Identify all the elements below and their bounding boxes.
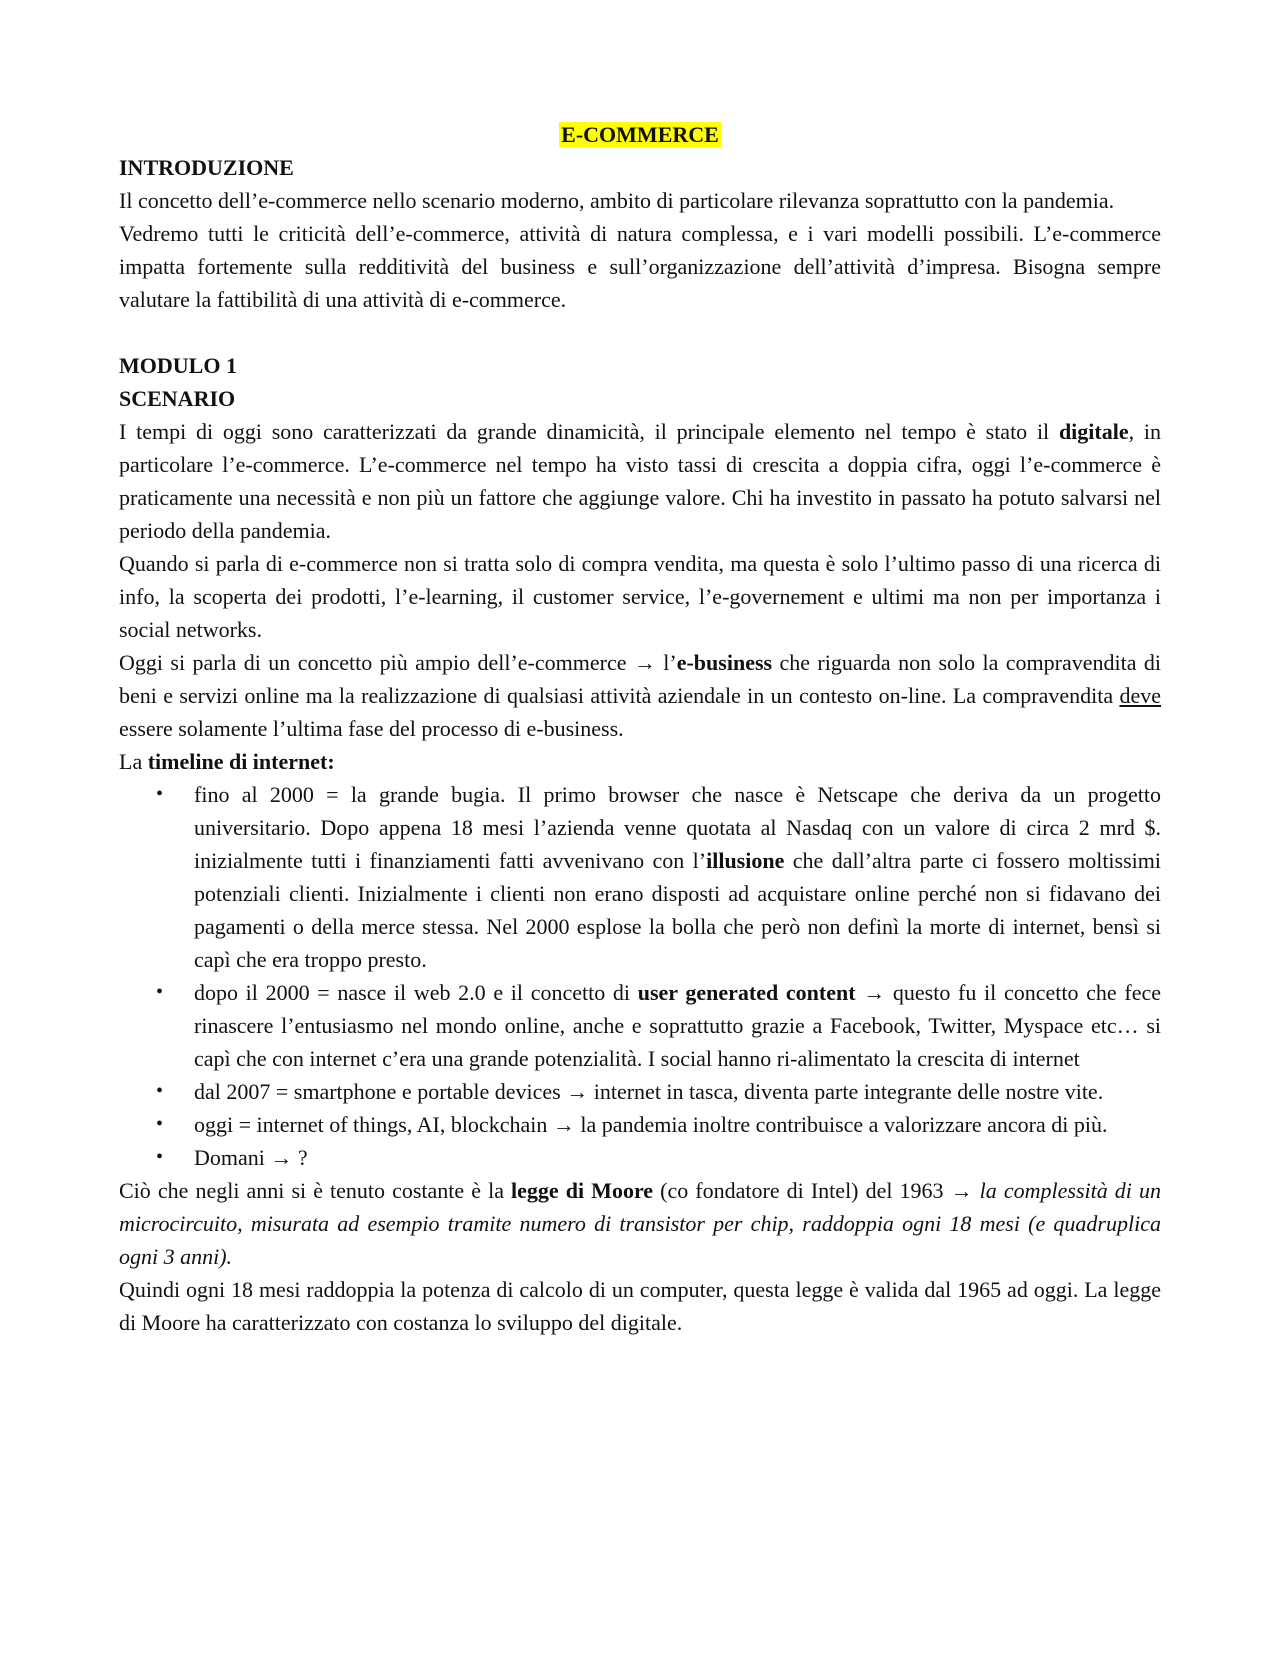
intro-paragraph-1: Il concetto dell’e-commerce nello scenario moderno, ambito di particolare rilevanza soprattutto con la pandemia. bbox=[119, 188, 1115, 213]
list-item bbox=[119, 1141, 1161, 1174]
list-item bbox=[119, 1075, 1161, 1108]
bullet-icon: • bbox=[156, 1146, 164, 1168]
text-run: Ciò che negli anni si è tenuto costante è la bbox=[119, 1178, 512, 1203]
text-run: La bbox=[119, 749, 148, 774]
title-line bbox=[119, 118, 1161, 151]
scenario-heading: SCENARIO bbox=[119, 386, 236, 411]
bullet-icon: • bbox=[156, 981, 164, 1003]
list-item bbox=[119, 778, 1161, 976]
spacer bbox=[119, 316, 1161, 349]
module-heading: MODULO 1 bbox=[119, 353, 237, 378]
bold-e-business: e-business bbox=[676, 650, 773, 675]
text-run: (co fondatore di Intel) del 1963 → bbox=[653, 1178, 980, 1203]
text-run: fino al 2000 = la grande bugia. Il primo browser che nasce è Netscape che deriva da un progetto universitario. Dopo appena 18 mesi l’azienda venne quotata al Nasdaq con un valore di circa 2 mrd $. inizialmente tutti i finanziamenti fatti avvenivano con l’ bbox=[194, 782, 1161, 873]
text-run: dopo il 2000 = nasce il web 2.0 e il concetto di bbox=[194, 980, 638, 1005]
text-run: I tempi di oggi sono caratterizzati da grande dinamicità, il principale elemento nel tempo è stato il bbox=[119, 419, 1059, 444]
text-run: dal 2007 = smartphone e portable devices → internet in tasca, diventa parte integrante delle nostre vite. bbox=[194, 1079, 1104, 1104]
intro-paragraph-2: Vedremo tutti le criticità dell’e-commerce, attività di natura complessa, e i vari modelli possibili. L’e-commerce impatta fortemente sulla redditività del business e sull’organizzazione dell’attività d’impresa. Bisogna sempre valutare la fattibilità di una attività di e-commerce. bbox=[119, 221, 1161, 312]
text-run: essere solamente l’ultima fase del processo di e-business. bbox=[119, 716, 624, 741]
bold-digitale: digitale bbox=[1058, 419, 1129, 444]
document-page bbox=[119, 118, 1161, 1339]
text-run: → questo fu il concetto che fece rinascere l’entusiasmo nel mondo online, anche e soprattutto grazie a Facebook, Twitter, Myspace etc… si capì che con internet c’era una grande potenzialità. I social hanno ri-alimentato la crescita di internet bbox=[194, 980, 1161, 1071]
bullet-icon: • bbox=[156, 1113, 164, 1135]
bullet-icon: • bbox=[156, 1080, 164, 1102]
timeline-intro bbox=[119, 745, 1161, 778]
bold-illusione: illusione bbox=[706, 848, 785, 873]
list-item bbox=[119, 976, 1161, 1075]
scenario-paragraph-1 bbox=[119, 415, 1161, 547]
moore-paragraph bbox=[119, 1174, 1161, 1273]
text-run: che dall’altra parte ci fossero moltissimi potenziali clienti. Inizialmente i clienti non erano disposti ad acquistare online perché non si fidavano dei pagamenti o della merce stessa. Nel 2000 esplose la bolla che però non definì la morte di internet, bensì si capì che era troppo presto. bbox=[194, 848, 1162, 972]
list-item bbox=[119, 1108, 1161, 1141]
timeline-list bbox=[119, 778, 1161, 1174]
text-run: Oggi si parla di un concetto più ampio dell’e-commerce → l’ bbox=[119, 650, 677, 675]
bold-user-generated-content: user generated content bbox=[637, 980, 856, 1005]
bold-timeline: timeline di internet: bbox=[147, 749, 335, 774]
text-run: oggi = internet of things, AI, blockchain → la pandemia inoltre contribuisce a valorizzare ancora di più. bbox=[194, 1112, 1108, 1137]
text-run: , in particolare l’e-commerce. L’e-commerce nel tempo ha visto tassi di crescita a doppia cifra, oggi l’e-commerce è praticamente una necessità e non più un fattore che aggiunge valore. Chi ha investito in passato ha potuto salvarsi nel periodo della pandemia. bbox=[119, 419, 1161, 543]
underlined-deve: deve bbox=[1119, 683, 1161, 708]
scenario-paragraph-2: Quando si parla di e-commerce non si tratta solo di compra vendita, ma questa è solo l’ultimo passo di una ricerca di info, la scoperta dei prodotti, l’e-learning, il customer service, l’e-governement e ultimi ma non per importanza i social networks. bbox=[119, 551, 1161, 642]
moore-conclusion-paragraph: Quindi ogni 18 mesi raddoppia la potenza di calcolo di un computer, questa legge è valida dal 1965 ad oggi. La legge di Moore ha caratterizzato con costanza lo sviluppo del digitale. bbox=[119, 1277, 1161, 1335]
text-run: Domani → ? bbox=[194, 1145, 308, 1170]
text-run: che riguarda non solo la compravendita di beni e servizi online ma la realizzazione di qualsiasi attività aziendale in un contesto on-line. La compravendita bbox=[119, 650, 1162, 708]
bullet-icon: • bbox=[156, 783, 164, 805]
italic-moore-definition: la complessità di un microcircuito, misurata ad esempio tramite numero di transistor per chip, raddoppia ogni 18 mesi (e quadruplica ogni 3 anni). bbox=[119, 1178, 1161, 1269]
bold-legge-di-moore: legge di Moore bbox=[511, 1178, 654, 1203]
scenario-paragraph-3 bbox=[119, 646, 1161, 745]
intro-heading: INTRODUZIONE bbox=[119, 155, 294, 180]
document-title: E-COMMERCE bbox=[561, 122, 719, 147]
